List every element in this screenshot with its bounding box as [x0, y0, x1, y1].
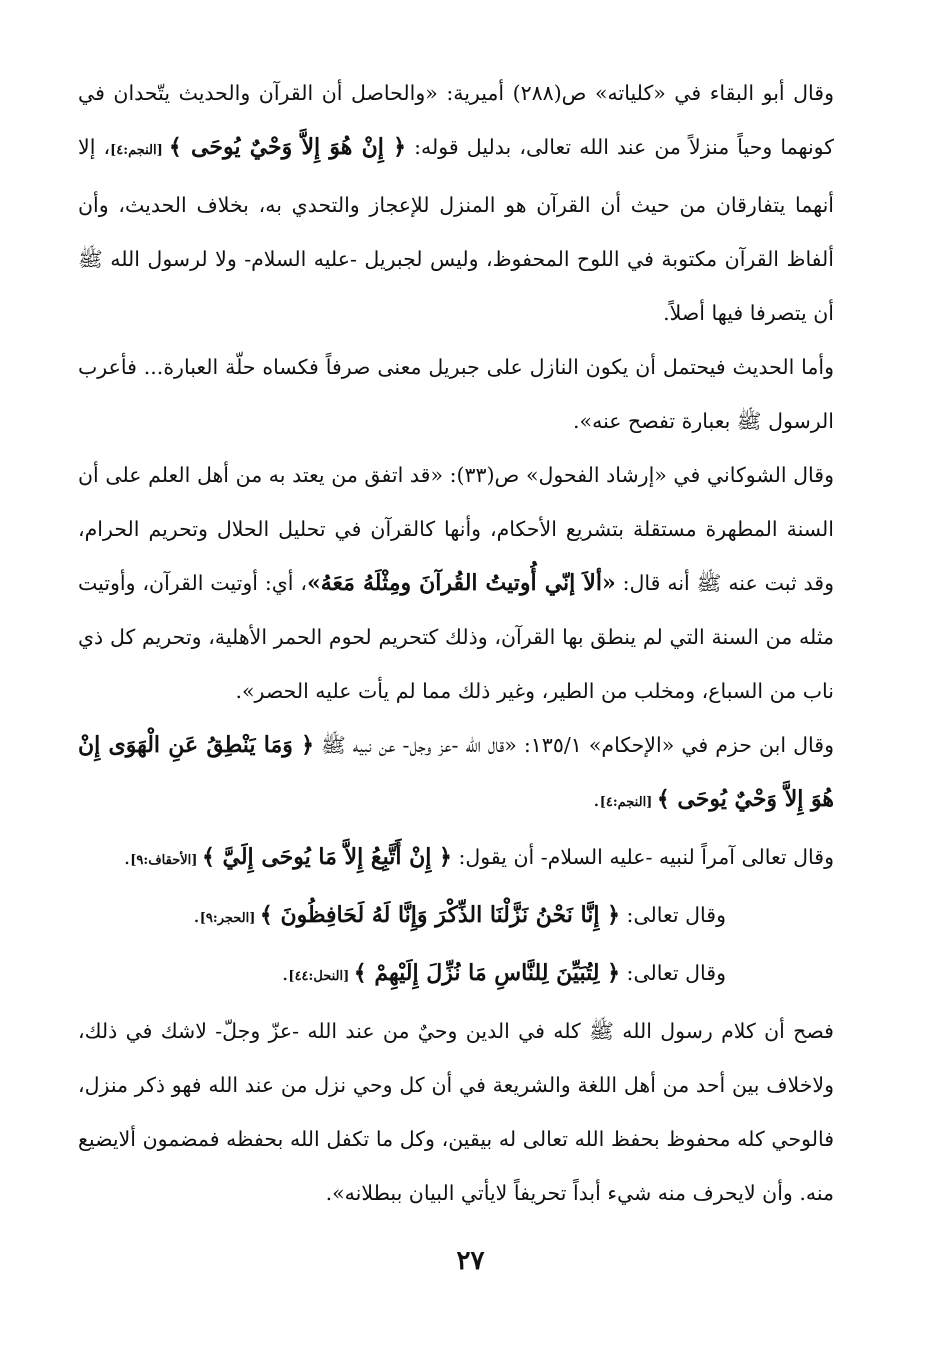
quoted-verse: ﴿ وَمَا يَنْطِقُ عَنِ الْهَوَى إِنْ هُوَ إِلاَّ وَحْيٌ يُوحَى ﴾ [78, 732, 834, 812]
paragraph-text: وأما الحديث فيحتمل أن يكون النازل على جبريل معنى صرفاً فكساه حلّة العبارة... فأعرب الرسول ﷺ بعبارة تفصح عنه». [78, 355, 834, 433]
paragraph [78, 66, 866, 340]
quoted-verse: ﴿ إِنْ هُوَ إِلاَّ وَحْيٌ يُوحَى ﴾ [168, 134, 407, 160]
quoted-verse: ﴿ إِنَّا نَحْنُ نَزَّلْنَا الذِّكْرَ وَإِنَّا لَهُ لَحَافِظُونَ ﴾ [259, 902, 621, 928]
page-number: ٢٧ [456, 1246, 485, 1276]
quoted-verse: «ألاَ إنّي أُوتيتُ القُرآنَ ومِثْلَهُ مَعَهُ» [307, 570, 616, 596]
quoted-verse: ﴿ لِتُبَيِّنَ لِلنَّاسِ مَا نُزِّلَ إِلَيْهِمْ ﴾ [353, 960, 621, 986]
paragraph [78, 830, 866, 888]
paragraph-text: وقال تعالى: [620, 903, 726, 927]
paragraph [78, 718, 866, 830]
paragraph-text: . [123, 845, 131, 869]
paragraph-text: وقال تعالى آمراً لنبيه -عليه السلام- أن يقول: [451, 845, 834, 869]
paragraph-text: فصح أن كلام رسول الله ﷺ كله في الدين وحيٌ من عند الله -عزّ وجلّ- لاشك في ذلك، ولاخلاف بين أحد من أهل اللغة والشريعة في أن كل وحي نزل من عند الله فهو ذكر منزل، فالوحي كله محفوظ بحفظ الله تعالى له بيقين، وكل ما تكفل الله بحفظه فمضمون ألايضيع منه. وأن لايحرف منه شيء أبداً تحريفاً لايأتي البيان ببطلانه». [78, 1019, 834, 1205]
paragraph-text: ، إلا أنهما يتفارقان من حيث أن القرآن هو المنزل للإعجاز والتحدي به، بخلاف الحديث، وأن ألفاظ القرآن مكتوبة في اللوح المحفوظ، وليس لجبريل -عليه السلام- ولا لرسول الله ﷺ أن يتصرفا فيها أصلاً. [78, 135, 834, 325]
paragraph-text: وقال أبو البقاء في «كلياته» ص(٢٨٨) أميرية: «والحاصل أن القرآن والحديث يتّحدان في كونهما وحياً منزلاً من عند الله تعالى، بدليل قوله: [78, 81, 835, 159]
paragraph [78, 448, 866, 718]
paragraph-text: وقال تعالى: [620, 961, 726, 985]
paragraph-text: . [593, 787, 600, 811]
verse-reference: [الأحقاف:٩] [130, 853, 202, 868]
paragraph [78, 888, 866, 946]
paragraph-text: . [193, 903, 200, 927]
paragraph-text: وقال ابن حزم في «الإحكام» ١٣٥/١: «قال الله -عز وجل- عن نبيه ﷺ [313, 733, 834, 757]
paragraph [78, 340, 866, 448]
verse-reference: [النجم:٤] [110, 143, 169, 158]
page-body [78, 66, 866, 1220]
verse-reference: [الحجر:٩] [199, 911, 260, 926]
paragraph-text: . [281, 961, 289, 985]
paragraph-text: وقال الشوكاني في «إرشاد الفحول» ص(٣٣): «قد اتفق من يعتد به من أهل العلم على أن السنة المطهرة مستقلة بتشريع الأحكام، وأنها كالقرآن في تحليل الحلال وتحريم الحرام، وقد ثبت عنه ﷺ أنه قال: [78, 463, 835, 595]
paragraph [78, 1004, 866, 1220]
verse-reference: [النجم:٤] [599, 795, 657, 810]
quoted-verse: ﴿ إِنْ أَتَّبِعُ إِلاَّ مَا يُوحَى إِلَيَّ ﴾ [201, 844, 452, 870]
verse-reference: [النحل:٤٤] [288, 969, 354, 984]
paragraph [78, 946, 866, 1004]
paragraph-text: ، أي: أوتيت القرآن، وأوتيت مثله من السنة التي لم ينطق بها القرآن، وذلك كتحريم لحوم الحمر الأهلية، وتحريم كل ذي ناب من السباع، ومخلب من الطير، وغير ذلك مما لم يأت عليه الحصر». [78, 571, 834, 703]
